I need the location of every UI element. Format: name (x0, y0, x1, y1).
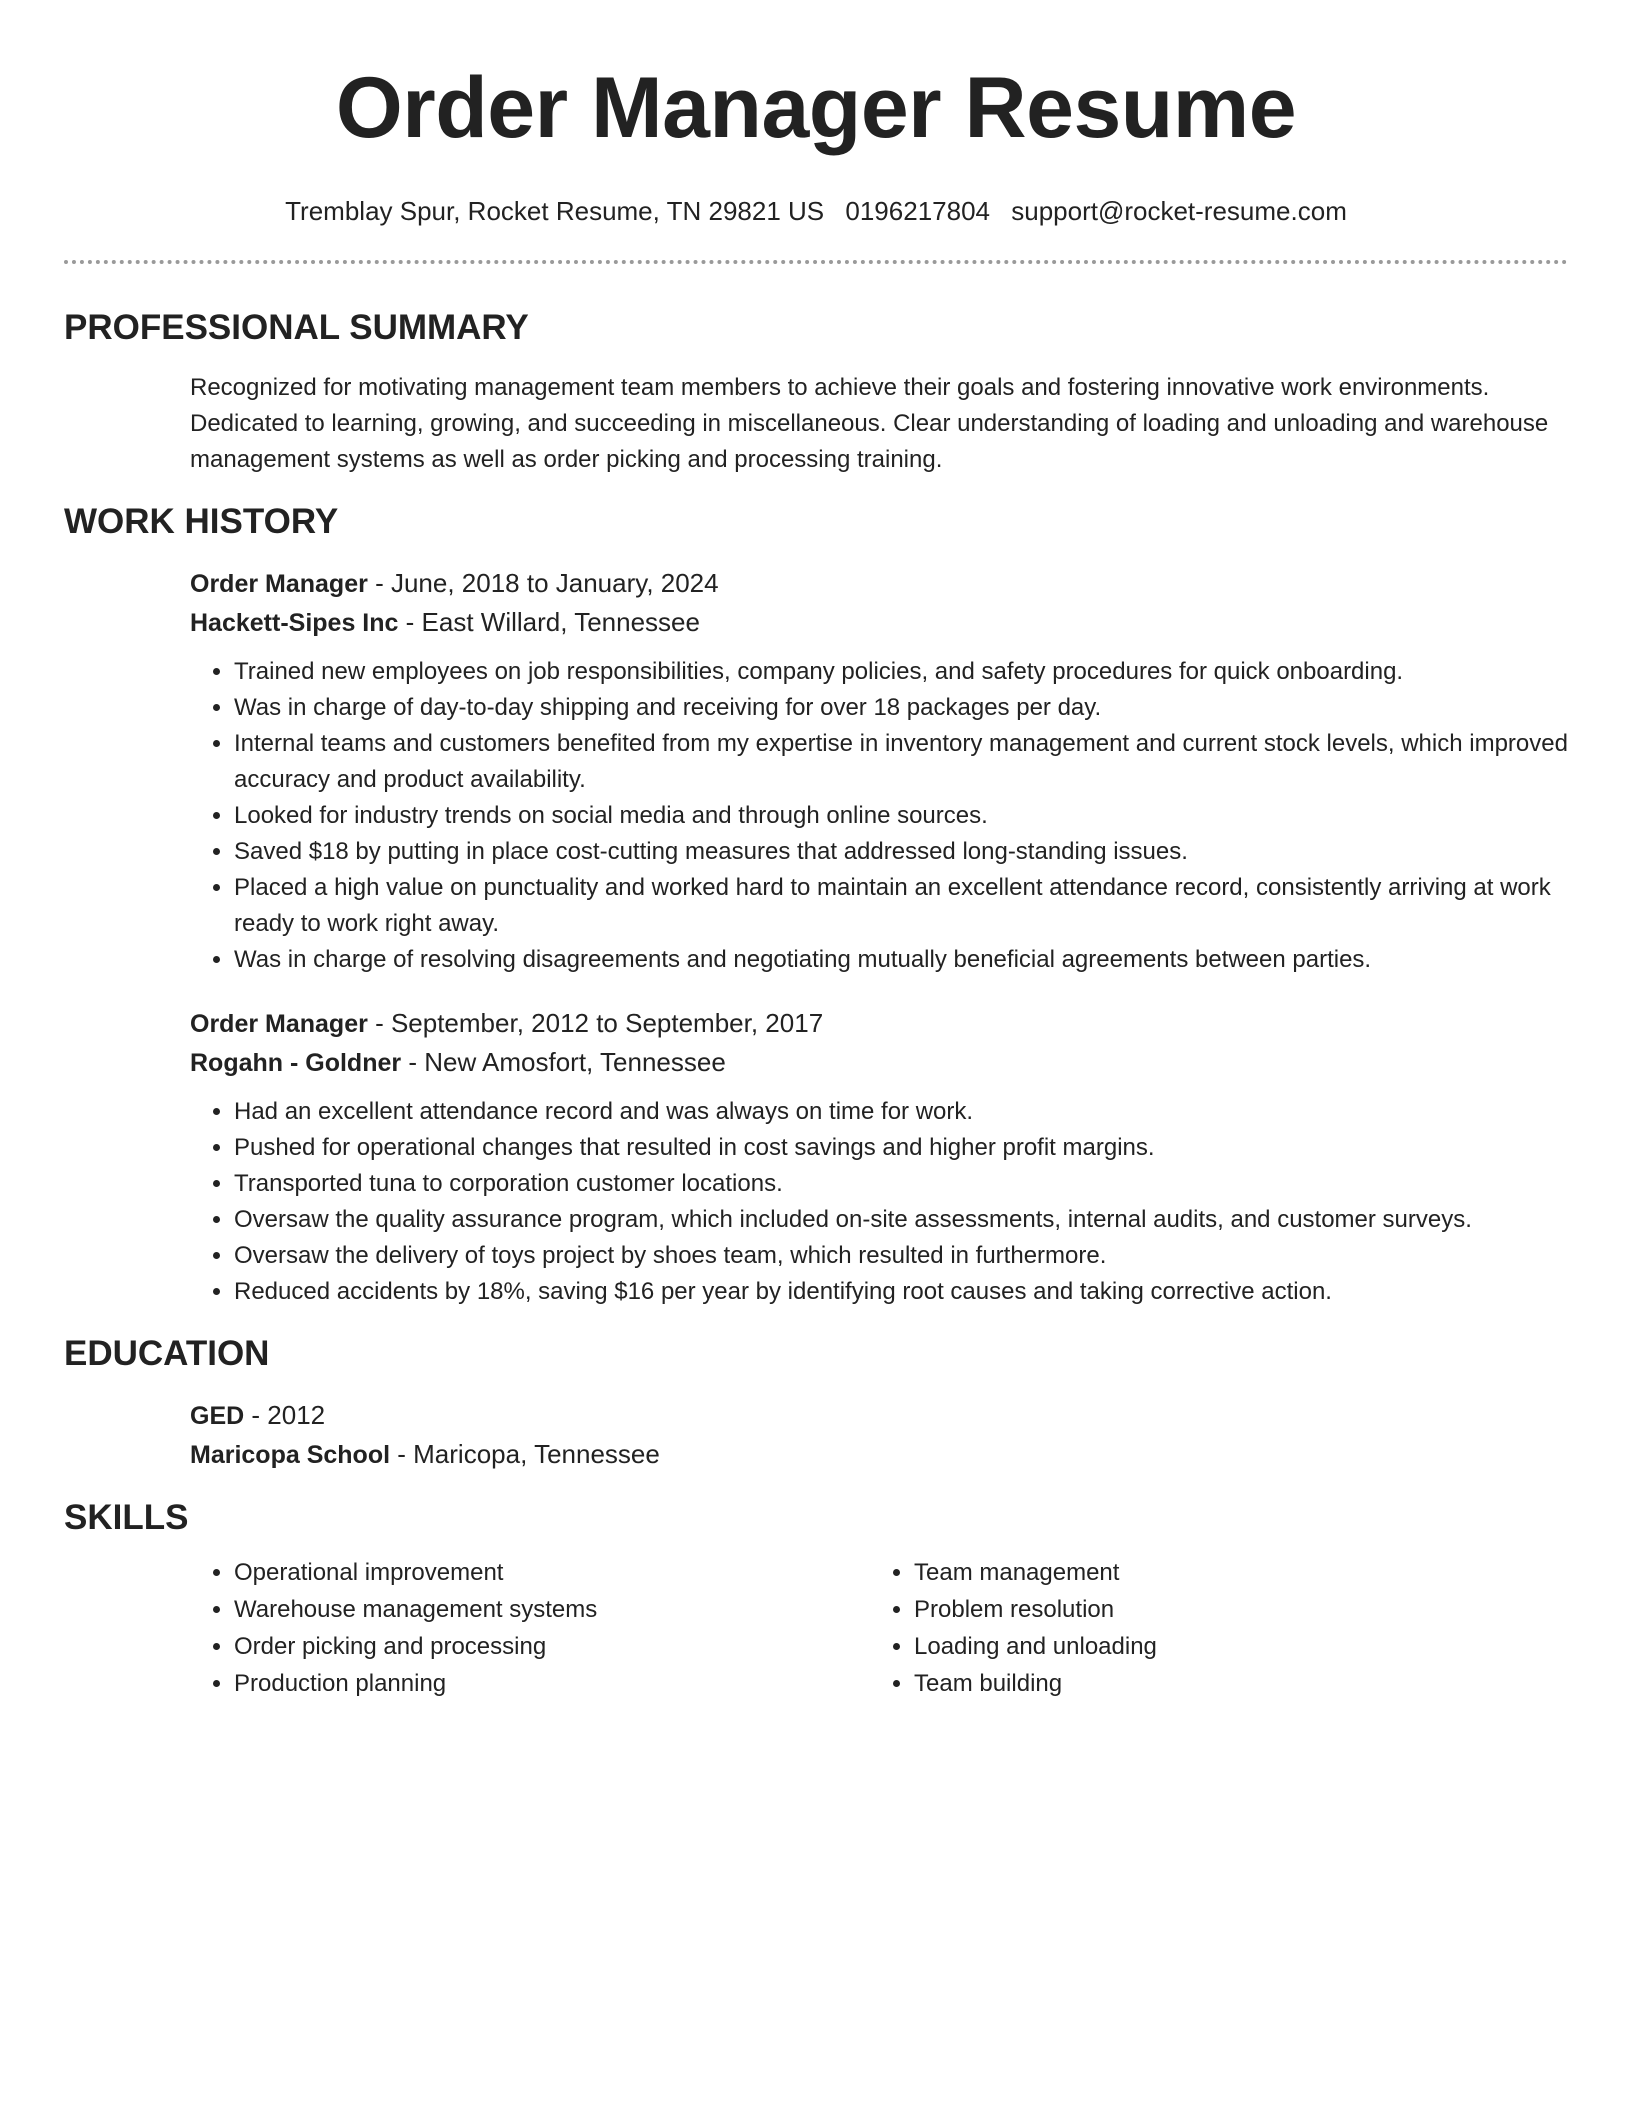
job-bullets (190, 654, 1568, 978)
skill-item: • Team building (914, 1665, 1550, 1702)
skills-column-left (190, 1554, 870, 1702)
contact-email: support@rocket-resume.com (1011, 196, 1347, 226)
job-company-line (190, 1043, 1568, 1082)
skill-item: • Order picking and processing (234, 1628, 870, 1665)
job-company: Rogahn - Goldner (190, 1049, 402, 1077)
job-company-line (190, 603, 1568, 642)
list-item: • Transported tuna to corporation customer locations. (234, 1166, 1568, 1202)
skills-grid (190, 1554, 1568, 1702)
skill-item: • Team management (914, 1554, 1550, 1591)
summary-text: Recognized for motivating management team members to achieve their goals and fostering innovative work environments. Dedicated to learning, growing, and succeeding in miscellaneous. Clear understanding of loading and unloading and warehouse management systems as well as order picking and processing training. (190, 374, 1549, 473)
contact-address: Tremblay Spur, Rocket Resume, TN 29821 US (285, 196, 825, 226)
education-school-line (190, 1435, 1568, 1474)
summary-block (64, 370, 1568, 478)
list-item: • Was in charge of resolving disagreements and negotiating mutually beneficial agreements between parties. (234, 942, 1568, 978)
skill-item: • Operational improvement (234, 1554, 870, 1591)
job-location: - New Amosfort, Tennessee (401, 1047, 726, 1077)
list-item: • Had an excellent attendance record and was always on time for work. (234, 1094, 1568, 1130)
job-title-line (190, 1004, 1568, 1043)
contact-phone: 0196217804 (845, 196, 990, 226)
skill-item: • Production planning (234, 1665, 870, 1702)
skill-item: • Problem resolution (914, 1591, 1550, 1628)
list-item: • Pushed for operational changes that resulted in cost savings and higher profit margins. (234, 1130, 1568, 1166)
education-degree-line (190, 1396, 1568, 1435)
job-title: Order Manager (190, 570, 368, 598)
work-history-block (64, 564, 1568, 1310)
job-bullets (190, 1094, 1568, 1310)
section-title-education: EDUCATION (64, 1334, 270, 1373)
skill-item: • Loading and unloading (914, 1628, 1550, 1665)
job-title-line (190, 564, 1568, 603)
job-dates: - June, 2018 to January, 2024 (367, 568, 719, 598)
section-title-summary: PROFESSIONAL SUMMARY (64, 308, 529, 347)
list-item: • Looked for industry trends on social media and through online sources. (234, 798, 1568, 834)
section-title-work-history: WORK HISTORY (64, 502, 339, 541)
header-divider (64, 260, 1568, 264)
job-location: - East Willard, Tennessee (398, 607, 700, 637)
list-item: • Trained new employees on job responsibilities, company policies, and safety procedures for quick onboarding. (234, 654, 1568, 690)
list-item: • Reduced accidents by 18%, saving $16 per year by identifying root causes and taking corrective action. (234, 1274, 1568, 1310)
job-company: Hackett-Sipes Inc (190, 609, 399, 637)
job-title: Order Manager (190, 1010, 368, 1038)
list-item: • Internal teams and customers benefited from my expertise in inventory management and current stock levels, which improved accuracy and product availability. (234, 726, 1568, 798)
job-entry (190, 1004, 1568, 1310)
job-entry (190, 564, 1568, 978)
list-item: • Oversaw the quality assurance program, which included on-site assessments, internal audits, and customer surveys. (234, 1202, 1568, 1238)
contact-line (64, 194, 1568, 228)
resume-title: Order Manager Resume (335, 60, 1297, 156)
skills-column-right (870, 1554, 1550, 1702)
education-year: - 2012 (244, 1400, 326, 1430)
skill-item: • Warehouse management systems (234, 1591, 870, 1628)
education-location: - Maricopa, Tennessee (390, 1439, 660, 1469)
section-title-skills: SKILLS (64, 1498, 189, 1537)
education-degree: GED (190, 1402, 245, 1430)
list-item: • Was in charge of day-to-day shipping and receiving for over 18 packages per day. (234, 690, 1568, 726)
education-school: Maricopa School (190, 1441, 391, 1469)
list-item: • Saved $18 by putting in place cost-cutting measures that addressed long-standing issues. (234, 834, 1568, 870)
education-block (64, 1396, 1568, 1474)
list-item: • Placed a high value on punctuality and worked hard to maintain an excellent attendance record, consistently arriving at work ready to work right away. (234, 870, 1568, 942)
list-item: • Oversaw the delivery of toys project by shoes team, which resulted in furthermore. (234, 1238, 1568, 1274)
skills-block (64, 1554, 1568, 1702)
job-dates: - September, 2012 to September, 2017 (367, 1008, 824, 1038)
